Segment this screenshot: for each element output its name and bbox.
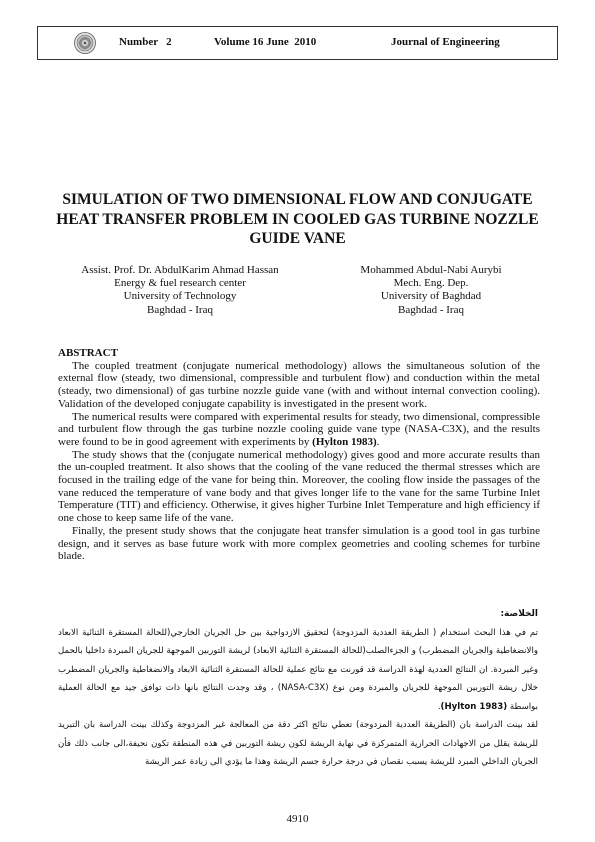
author-institution: University of Technology	[123, 290, 237, 303]
arabic-abstract	[58, 605, 538, 772]
author-department: Mech. Eng. Dep.	[393, 277, 469, 290]
arabic-abstract-paragraph	[58, 624, 538, 717]
abstract-heading: ABSTRACT	[58, 347, 118, 359]
english-abstract	[58, 347, 540, 563]
paragraph-text: تم في هذا البحث استخدام ( الطريقة العددية المزدوجة) لتحقيق الازدواجية بين حل الجريان الخارجي(للحالة المستقرة الثنائية الابعاد والانضغاطية والجريان المضطرب) و الجزءالصلب(للحالة المستقرة الثنائية الابعاد) لريشة التوربين الموجهة للجريان المبردة داخليا بالحمل وغير المبردة. ان النتائج العددية لهذة الدراسة قد قورنت مع نتائج عملية للحالة المستقرة الثنائية الابعاد والانضغاطية والجريان المضطرب خلال ريشة التوربين الموجهة للجريان والمبردة ومن نوع (NASA-C3X) ، وقد وجدت النتائج بانها ذات توافق جيد مع الحالة العملية بواسطة	[58, 627, 538, 712]
volume-date: Volume 16 June 2010	[214, 36, 317, 48]
author-name: Mohammed Abdul-Nabi Aurybi	[360, 264, 502, 276]
paragraph-text: .	[376, 435, 380, 448]
paragraph-text: .	[437, 701, 441, 712]
citation: (Hylton 1983)	[312, 435, 377, 448]
author-city: Baghdad - Iraq	[398, 303, 464, 316]
abstract-paragraph: The coupled treatment (conjugate numerical methodology) allows the simultaneous solution of the external flow (steady, two dimensional, compressible and turbulent flow) and conduction within the metal (steady, two dimensional) of gas turbine nozzle guide vane (with and without internal convection cooling). Validation of the developed conjugate capability is investigated in the present work.	[58, 359, 540, 410]
abstract-paragraph: Finally, the present study shows that the conjugate heat transfer simulation is a good tool in gas turbine design, and it serves as base future work with more complex geometries and cooling schemes for turbine blade.	[58, 524, 540, 563]
abstract-paragraph	[58, 411, 540, 449]
author-block-1	[65, 264, 295, 317]
author-institution: University of Baghdad	[380, 290, 482, 303]
citation: (Hylton 1983)	[440, 701, 508, 712]
journal-seal-icon	[74, 32, 96, 54]
author-department: Energy & fuel research center	[114, 277, 246, 290]
author-block-2	[318, 264, 544, 317]
arabic-abstract-heading: الخلاصة:	[500, 609, 538, 619]
author-city: Baghdad - Iraq	[147, 303, 213, 316]
abstract-paragraph: The study shows that the (conjugate numerical methodology) gives good and more accurate results than the un-coupled treatment. It also shows that the cooling of the vane reduced the thermal stresses which are focused in the trailing edge of the vane for being thin. Moreover, the cooling flow inside the passages of the vane reduced the temperature of vane body and that gives longer life to the vane for the same Turbine Inlet Temperature (TIT) and efficiency. Otherwise, it gives higher Turbine Inlet Temperature and high efficiency if one chose to keep same life of the vane.	[58, 448, 540, 525]
arabic-abstract-paragraph: لقد بينت الدراسة بان (الطريقة العددية المزدوجة) تعطي نتائج اكثر دقة من المعالجة غير المزدوجة وكذلك بينت الدراسة بان التبريد للريشة يقلل من الاجهادات الحرارية المتمركزة في نهاية الريشة لكون ريشة التوربين في هذه المنطقة تكون نحيفة،الى جانب ذلك فأن الجريان الداخلي المبرد للريشة يسبب نقصان في درجة حرارة جسم الريشة وهذا ما يؤدي الى زيادة عمر الريشة	[58, 720, 538, 767]
paragraph-text: The numerical results were compared with experimental results for steady, two dimensional, compressible and turbulent flow through the gas turbine nozzle cooling guide vane type (NASA-C3X), and the results were found to be in good agreement with experiments by	[58, 410, 540, 448]
issue-number: Number 2	[119, 36, 172, 48]
page-number: 4910	[286, 813, 309, 825]
author-name: Assist. Prof. Dr. AbdulKarim Ahmad Hassan	[81, 264, 279, 276]
journal-name: Journal of Engineering	[391, 36, 500, 48]
journal-header	[37, 26, 558, 60]
paper-title: SIMULATION OF TWO DIMENSIONAL FLOW AND CONJUGATE HEAT TRANSFER PROBLEM IN COOLED GAS TURBINE NOZZLE GUIDE VANE	[56, 191, 539, 247]
